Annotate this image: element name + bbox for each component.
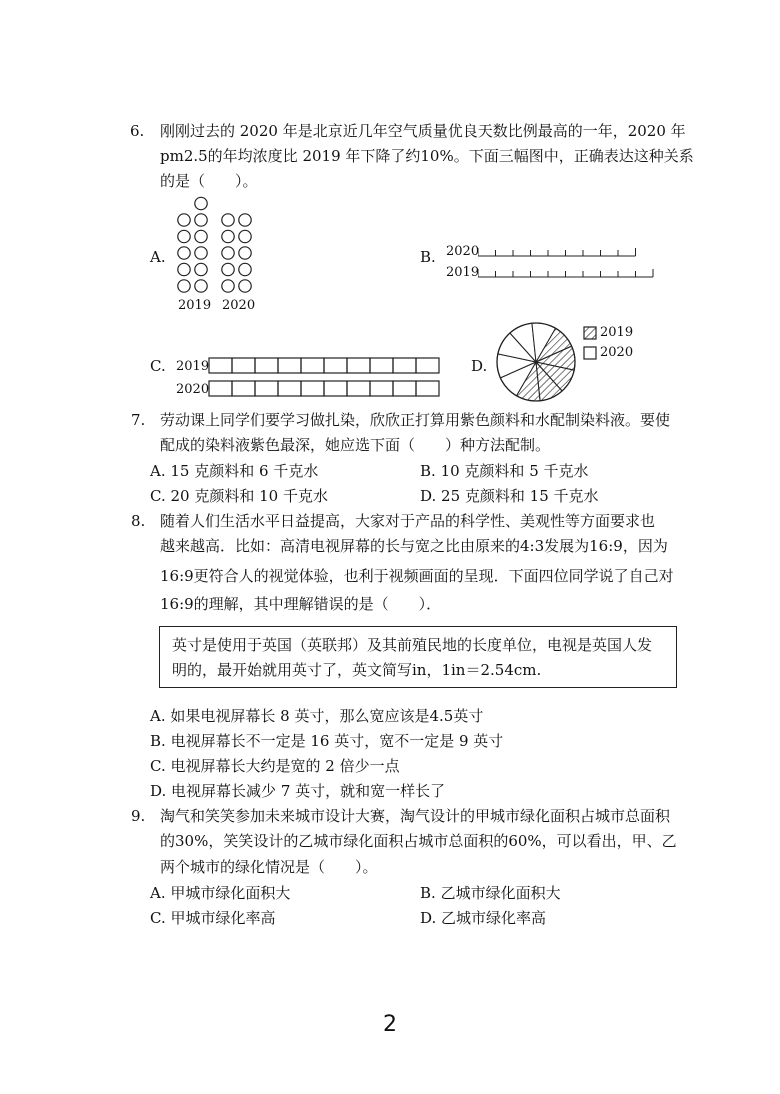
q6-line-2: pm2.5的年均浓度比 2019 年下降了约10%。下面三幅图中，正确表达这种关系: [160, 147, 694, 165]
q7-option-b: B. 10 克颜料和 5 千克水: [420, 462, 589, 480]
strip-cell: [347, 381, 370, 396]
q8-line-2: 越来越高．比如：高清电视屏幕的长与宽之比由原来的4:3发展为16:9，因为: [160, 537, 668, 555]
q8-number: 8.: [131, 512, 146, 530]
circle-2019: [178, 247, 190, 259]
strip-cell: [278, 381, 301, 396]
circle-2020: [239, 214, 251, 226]
q6-number: 6.: [130, 122, 145, 140]
q9-line-2: 的30%，笑笑设计的乙城市绿化面积占城市总面积的60%，可以看出，甲、乙: [160, 832, 677, 850]
strip-bar-2019: [209, 358, 439, 373]
q9-option-b: B. 乙城市绿化面积大: [420, 884, 561, 902]
strip-cell: [232, 381, 255, 396]
strip-cell: [324, 381, 347, 396]
tick-bar-2019: [478, 269, 653, 277]
q6-option-b-tick-bars: [478, 244, 662, 284]
circles-2019: [178, 197, 207, 292]
strip-cell: [301, 381, 324, 396]
strip-cell: [255, 381, 278, 396]
q8-option-b: B. 电视屏幕长不一定是 16 英寸，宽不一定是 9 英寸: [150, 732, 504, 750]
strip-cell: [370, 358, 393, 373]
circle-2020: [239, 280, 251, 292]
circles-2020: [222, 214, 251, 292]
strip-cell: [416, 381, 439, 396]
strip-cell: [370, 381, 393, 396]
strip-cell: [347, 358, 370, 373]
circle-2020: [239, 230, 251, 242]
q6-option-d-pie: [494, 320, 578, 404]
q7-line-1: 劳动课上同学们要学习做扎染，欣欣正打算用紫色颜料和水配制染料液。要使: [160, 411, 671, 429]
q6-option-b-year-2019: 2019: [446, 265, 480, 280]
q7-number: 7.: [131, 411, 146, 429]
q8-info-box-line-1: 英寸是使用于英国（英联邦）及其前殖民地的长度单位，电视是英国人发: [172, 636, 653, 654]
circle-2020: [222, 247, 234, 259]
circle-2020: [222, 214, 234, 226]
q6-option-b-year-2020: 2020: [446, 244, 480, 259]
strip-cell: [301, 358, 324, 373]
q8-line-3: 16:9更符合人的视觉体验，也利于视频画面的呈现．下面四位同学说了自己对: [160, 567, 674, 585]
q6-option-d-legend-blank-swatch: [583, 346, 597, 360]
q6-line-1: 刚刚过去的 2020 年是北京近几年空气质量优良天数比例最高的一年，2020 年: [160, 122, 686, 140]
q6-option-c-strip-bars: [208, 356, 444, 400]
q7-option-a: A. 15 克颜料和 6 千克水: [150, 462, 319, 480]
q9-option-c: C. 甲城市绿化率高: [150, 909, 276, 927]
circle-2020: [222, 230, 234, 242]
q7-option-c: C. 20 克颜料和 10 千克水: [150, 487, 328, 505]
q9-option-a: A. 甲城市绿化面积大: [150, 884, 291, 902]
circle-2019: [178, 263, 190, 275]
circle-2019: [195, 247, 207, 259]
q6-option-a-year-2020: 2020: [222, 298, 256, 313]
q8-option-c: C. 电视屏幕长大约是宽的 2 倍少一点: [150, 757, 400, 775]
strip-cell: [393, 381, 416, 396]
circle-2019: [178, 214, 190, 226]
q6-option-d-legend-2019: 2019: [600, 325, 634, 340]
strip-cell: [255, 358, 278, 373]
q9-line-3: 两个城市的绿化情况是（ ）。: [160, 858, 378, 876]
strip-cell: [232, 358, 255, 373]
pie-segments: [497, 323, 575, 401]
circle-2020: [222, 280, 234, 292]
q8-option-a: A. 如果电视屏幕长 8 英寸，那么宽应该是4.5英寸: [150, 707, 484, 725]
q6-option-d-legend-hatched-swatch: [583, 326, 597, 340]
q6-option-d-legend-2020: 2020: [600, 345, 634, 360]
strip-cell: [393, 358, 416, 373]
q6-option-a-pictograph: [174, 192, 264, 296]
circle-2019: [178, 280, 190, 292]
q6-option-a-year-2019: 2019: [178, 298, 212, 313]
q9-number: 9.: [131, 807, 146, 825]
strip-cell: [209, 358, 232, 373]
q9-line-1: 淘气和笑笑参加未来城市设计大赛，淘气设计的甲城市绿化面积占城市总面积: [160, 807, 671, 825]
q6-option-c-year-2019: 2019: [176, 359, 210, 374]
page-number: 2: [383, 1012, 397, 1037]
strip-cell: [209, 381, 232, 396]
q6-option-c-year-2020: 2020: [176, 382, 210, 397]
strip-cell: [324, 358, 347, 373]
tick-bar-2020: [478, 248, 636, 256]
circle-2019: [195, 214, 207, 226]
circle-2019: [195, 197, 207, 209]
strip-cell: [416, 358, 439, 373]
circle-2019: [195, 230, 207, 242]
q8-option-d: D. 电视屏幕长减少 7 英寸，就和宽一样长了: [150, 782, 446, 800]
q6-line-3: 的是（ ）。: [160, 172, 258, 190]
circle-2020: [239, 263, 251, 275]
circle-2020: [222, 263, 234, 275]
q7-line-2: 配成的染料液紫色最深，她应选下面（ ）种方法配制。: [160, 436, 551, 454]
q8-line-4: 16:9的理解，其中理解错误的是（ ）．: [160, 595, 442, 613]
strip-bar-2020: [209, 381, 439, 396]
strip-cell: [278, 358, 301, 373]
q6-option-c-label: C.: [150, 357, 166, 375]
q6-option-d-label: D.: [471, 357, 488, 375]
circle-2019: [195, 280, 207, 292]
q8-line-1: 随着人们生活水平日益提高，大家对于产品的科学性、美观性等方面要求也: [160, 512, 656, 530]
q6-option-a-label: A.: [150, 248, 166, 266]
q8-info-box-line-2: 明的，最开始就用英寸了，英文简写in，1in＝2.54cm.: [172, 661, 542, 679]
circle-2020: [239, 247, 251, 259]
q6-option-b-label: B.: [420, 248, 436, 266]
circle-2019: [178, 230, 190, 242]
q9-option-d: D. 乙城市绿化率高: [420, 909, 547, 927]
q7-option-d: D. 25 克颜料和 15 千克水: [420, 487, 599, 505]
circle-2019: [195, 263, 207, 275]
